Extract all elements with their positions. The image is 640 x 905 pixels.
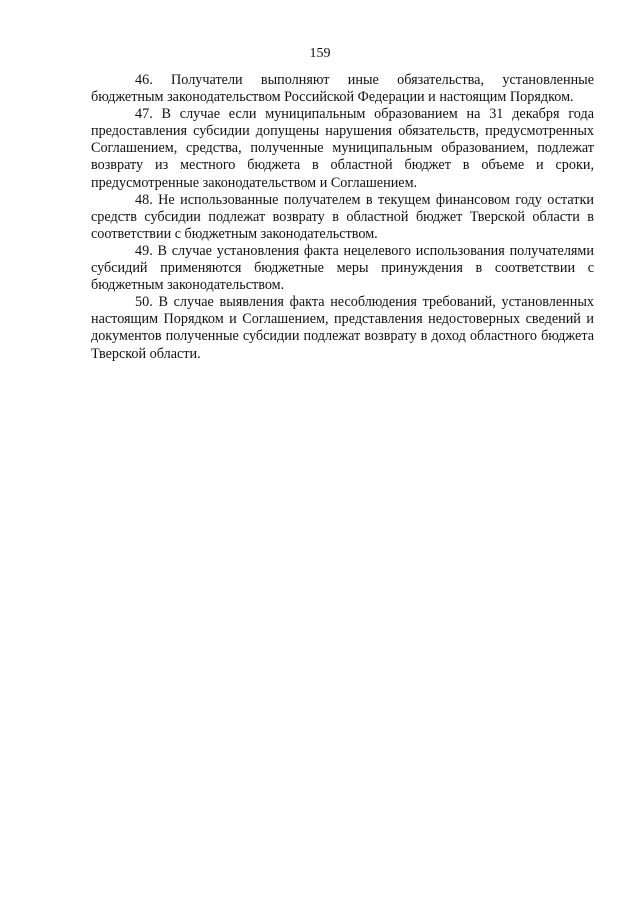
page-number: 159: [309, 46, 331, 61]
paragraph-50: 50. В случае выявления факта несоблюдения требований, установленных настоящим Порядком и Соглашением, представления недостоверных сведений и документов полученные субсидии подлежат возврату в доход областного бюджета Тверской области.: [91, 294, 594, 362]
paragraph-47: 47. В случае если муниципальным образованием на 31 декабря года предоставления субсидии допущены нарушения обязательств, предусмотренных Соглашением, средства, полученные муниципальным образованием, подлежат возврату из местного бюджета в областной бюджет в объеме и сроки, предусмотренные законодательством и Соглашением.: [91, 106, 594, 191]
paragraph-48: 48. Не использованные получателем в текущем финансовом году остатки средств субсидии подлежат возврату в областной бюджет Тверской области в соответствии с бюджетным законодательством.: [91, 191, 594, 242]
document-body: [91, 72, 594, 363]
paragraph-49: 49. В случае установления факта нецелевого использования получателями субсидий применяются бюджетные меры принуждения в соответствии с бюджетным законодательством.: [91, 242, 594, 294]
paragraph-46: 46. Получатели выполняют иные обязательства, установленные бюджетным законодательством Российской Федерации и настоящим Порядком.: [91, 72, 594, 106]
